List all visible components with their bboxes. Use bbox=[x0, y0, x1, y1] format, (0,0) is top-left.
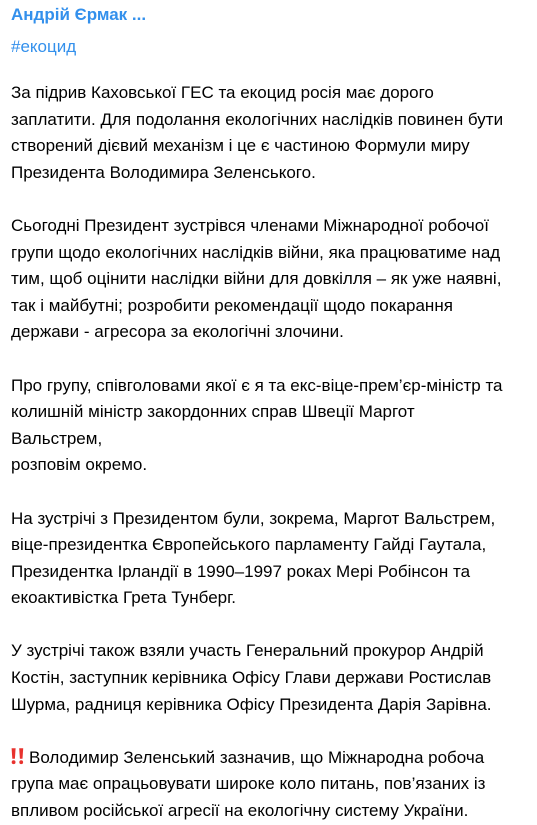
text-line: група має опрацьовувати широке коло питань, пов’язаних із bbox=[11, 774, 486, 794]
paragraph-6 bbox=[11, 745, 531, 825]
text-line: За підрив Каховської ГЕС та екоцид росія має дорого bbox=[11, 83, 434, 102]
post-header bbox=[11, 4, 529, 26]
text-line: Сьогодні Президент зустрівся членами Міжнародної робочої bbox=[11, 215, 489, 235]
text-line: так і майбутні; розробити рекомендації щодо покарання bbox=[11, 295, 453, 315]
text-line: тим, щоб оцінити наслідки війни для довкілля – як уже наявні, bbox=[11, 269, 502, 289]
post-body bbox=[11, 80, 531, 825]
text-line: Костін, заступник керівника Офісу Глави держави Ростислав bbox=[11, 668, 492, 688]
hashtag-link[interactable]: #екоцид bbox=[11, 37, 77, 56]
text-line: Володимир Зеленський зазначив, що Міжнародна робоча bbox=[29, 747, 485, 767]
text-line: групи щодо екологічних наслідків війни, яка працюватиме над bbox=[11, 242, 501, 262]
double-exclamation-icon bbox=[11, 747, 25, 765]
text-line: держави - агресора за екологічні злочини. bbox=[11, 322, 344, 342]
text-line: впливом російської агресії на екологічну систему України. bbox=[11, 801, 469, 821]
text-line: екоактивістка Грета Тунберг. bbox=[11, 588, 236, 608]
text-line: Шурма, радниця керівника Офісу Президента Дарія Зарівна. bbox=[11, 694, 492, 714]
text-line: Вальстрем, bbox=[11, 428, 103, 448]
paragraph-3 bbox=[11, 373, 531, 479]
text-line: Про групу, співголовами якої є я та екс-віце-прем’єр-міністр та bbox=[11, 375, 503, 395]
text-line: заплатити. Для подолання екологічних наслідків повинен бути bbox=[11, 109, 504, 129]
paragraph-4 bbox=[11, 506, 531, 612]
text-line: колишній міністр закордонних справ Швеції Маргот bbox=[11, 402, 415, 422]
text-line: У зустрічі також взяли участь Генеральний прокурор Андрій bbox=[11, 641, 484, 661]
text-line-with-icon bbox=[11, 745, 531, 772]
text-line: створений дієвий механізм і це є частиною Формули миру bbox=[11, 136, 470, 156]
text-line: Президента Володимира Зеленського. bbox=[11, 162, 316, 182]
text-line: Президентка Ірландії в 1990–1997 роках Мері Робінсон та bbox=[11, 561, 471, 581]
text-line: розповім окремо. bbox=[11, 455, 148, 475]
text-line: віце-президентка Європейського парламенту Гайді Гаутала, bbox=[11, 535, 487, 555]
author-name-link[interactable]: Андрій Єрмак ... bbox=[11, 5, 147, 24]
paragraph-5 bbox=[11, 638, 531, 718]
paragraph-2 bbox=[11, 213, 531, 346]
text-line: На зустрічі з Президентом були, зокрема, Маргот Вальстрем, bbox=[11, 508, 496, 528]
hashtag-row bbox=[11, 26, 529, 58]
paragraph-1 bbox=[11, 80, 531, 186]
